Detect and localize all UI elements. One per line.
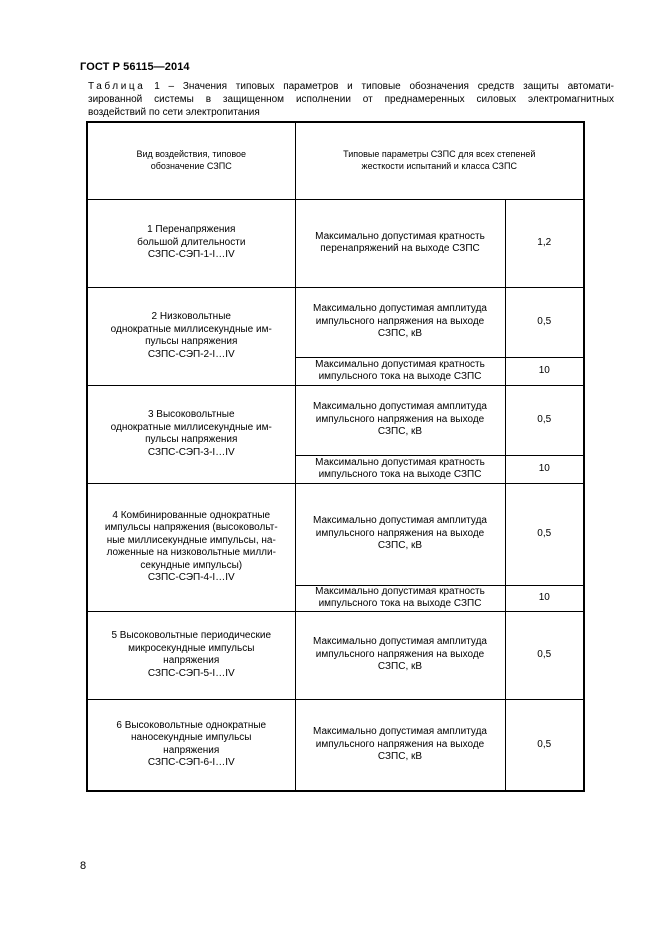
parameter-name-cell: Максимально допустимая амплитуда импульсного напряжения на выходе СЗПС, кВ: [295, 287, 505, 357]
document-header: ГОСТ Р 56115—2014: [80, 61, 190, 73]
caption-line-2: зированной системы в защищенном исполнении от преднамеренных силовых электромагнитных: [88, 94, 614, 105]
caption-text-1: – Значения типовых параметров и типовые обозначения средств защиты автомати-: [168, 81, 615, 92]
impact-type-cell: 6 Высоковольтные однократные наносекундные импульсы напряжения СЗПС-СЭП-6-I…IV: [87, 699, 295, 791]
caption-label: Таблица: [88, 81, 146, 92]
table-row: [87, 699, 584, 791]
parameter-name-cell: Максимально допустимая кратность импульсного тока на выходе СЗПС: [295, 455, 505, 483]
parameter-value-cell: 0,5: [505, 699, 584, 791]
parameter-value-cell: 0,5: [505, 611, 584, 699]
parameter-value-cell: 10: [505, 357, 584, 385]
parameter-value-cell: 0,5: [505, 385, 584, 455]
table-row: [87, 199, 584, 287]
impact-type-cell: 5 Высоковольтные периодические микросекундные импульсы напряжения СЗПС-СЭП-5-I…IV: [87, 611, 295, 699]
impact-type-cell: 1 Перенапряжения большой длительности СЗПС-СЭП-1-I…IV: [87, 199, 295, 287]
page-number: 8: [80, 860, 87, 872]
parameters-table: [86, 121, 585, 792]
parameter-value-cell: 10: [505, 585, 584, 611]
header-parameters: Типовые параметры СЗПС для всех степеней жесткости испытаний и класса СЗПС: [295, 122, 584, 199]
caption-line-1: [88, 80, 614, 93]
parameter-value-cell: 0,5: [505, 287, 584, 357]
parameter-name-cell: Максимально допустимая амплитуда импульсного напряжения на выходе СЗПС, кВ: [295, 385, 505, 455]
parameter-name-cell: Максимально допустимая амплитуда импульсного напряжения на выходе СЗПС, кВ: [295, 483, 505, 585]
table-row: [87, 385, 584, 455]
parameter-name-cell: Максимально допустимая амплитуда импульсного напряжения на выходе СЗПС, кВ: [295, 611, 505, 699]
impact-type-cell: 4 Комбинированные однократные импульсы напряжения (высоковольт- ные миллисекундные импульсы, на- ложенные на низковольтные милли- секундные импульсы) СЗПС-СЭП-4-I…IV: [87, 483, 295, 611]
table-row: [87, 611, 584, 699]
parameter-name-cell: Максимально допустимая кратность импульсного тока на выходе СЗПС: [295, 585, 505, 611]
parameter-value-cell: 10: [505, 455, 584, 483]
parameter-name-cell: Максимально допустимая кратность перенапряжений на выходе СЗПС: [295, 199, 505, 287]
table-header-row: [87, 122, 584, 199]
table-row: [87, 287, 584, 357]
parameter-name-cell: Максимально допустимая амплитуда импульсного напряжения на выходе СЗПС, кВ: [295, 699, 505, 791]
caption-number: 1: [154, 81, 160, 92]
caption-line-3: воздействий по сети электропитания: [88, 107, 260, 118]
table-row: [87, 483, 584, 585]
parameter-value-cell: 0,5: [505, 483, 584, 585]
table-caption: [88, 80, 614, 119]
header-impact-type: Вид воздействия, типовое обозначение СЗПС: [87, 122, 295, 199]
parameter-name-cell: Максимально допустимая кратность импульсного тока на выходе СЗПС: [295, 357, 505, 385]
impact-type-cell: 3 Высоковольтные однократные миллисекундные им- пульсы напряжения СЗПС-СЭП-3-I…IV: [87, 385, 295, 483]
parameter-value-cell: 1,2: [505, 199, 584, 287]
impact-type-cell: 2 Низковольтные однократные миллисекундные им- пульсы напряжения СЗПС-СЭП-2-I…IV: [87, 287, 295, 385]
